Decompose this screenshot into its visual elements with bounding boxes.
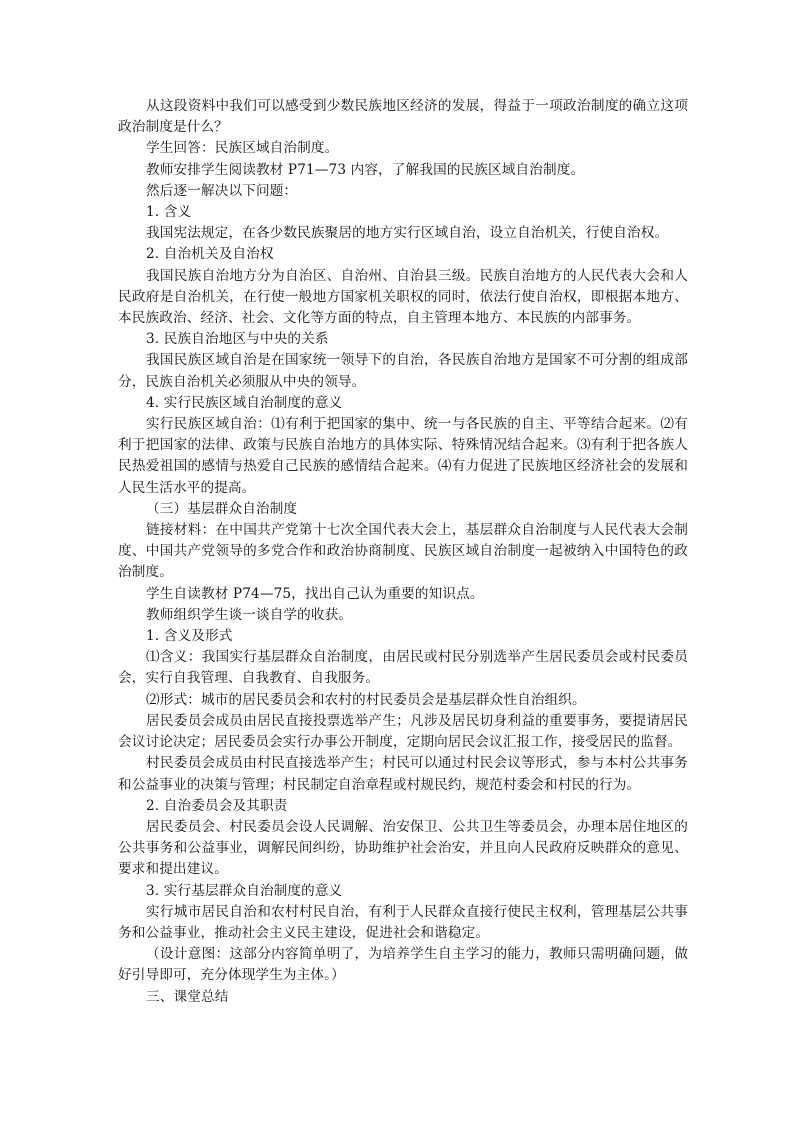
heading-committee-duties: 2. 自治委员会及其职责 [146, 797, 288, 814]
paragraph-design-intent: （设计意图：这部分内容简单明了，为培养学生自主学习的能力，教师只需明确问题，做好引导即可，充分体现学生为主体。） [118, 946, 688, 984]
paragraph-significance: 实行民族区域自治：⑴有利于把国家的集中、统一与各民族的自主、平等结合起来。⑵有利于把国家的法律、政策与民族自治地方的具体实际、特殊情况结合起来。⑶有利于把各族人民热爱祖国的感情与热爱自己民族的感情结合起来。⑷有力促进了民族地区经济社会的发展和人民生活水平的提高。 [118, 416, 688, 496]
paragraph-intro-questions: 然后逐一解决以下问题： [146, 182, 298, 199]
paragraph-committee-duties: 居民委员会、村民委员会设人民调解、治安保卫、公共卫生等委员会，办理本居住地区的公共事务和公益事业，调解民间纠纷，协助维护社会治安，并且向人民政府反映群众的意见、要求和提出建议。 [118, 818, 688, 878]
paragraph-self-reading: 学生自读教材 P74—75，找出自己认为重要的知识点。 [146, 585, 484, 602]
heading-definition: 1. 含义 [146, 204, 192, 221]
paragraph-meaning: ⑴含义：我国实行基层群众自治制度，由居民或村民分别选举产生居民委员会或村民委员会，实行自我管理、自我教育、自我服务。 [118, 649, 688, 687]
paragraph-definition: 我国宪法规定，在各少数民族聚居的地方实行区域自治，设立自治机关，行使自治权。 [146, 225, 669, 242]
heading-central-relation: 3. 民族自治地区与中央的关系 [146, 331, 329, 348]
paragraph-autonomous-organs: 我国民族自治地方分为自治区、自治州、自治县三级。民族自治地方的人民代表大会和人民政府是自治机关，在行使一般地方国家机关职权的同时，依法行使自治权，即根据本地方、本民族政治、经济、社会、文化等方面的特点，自主管理本地方、本民族的内部事务。 [118, 267, 688, 327]
heading-significance: 4. 实行民族区域自治制度的意义 [146, 394, 343, 411]
paragraph-forms: ⑵形式：城市的居民委员会和农村的村民委员会是基层群众性自治组织。 [146, 691, 586, 708]
heading-autonomous-organs: 2. 自治机关及自治权 [146, 246, 274, 263]
paragraph-student-answer: 学生回答：民族区域自治制度。 [146, 140, 339, 157]
paragraph-reading-assignment: 教师安排学生阅读教材 P71—73 内容，了解我国的民族区域自治制度。 [146, 161, 585, 178]
heading-class-summary: 三、课堂总结 [146, 988, 229, 1005]
paragraph-grassroots-significance: 实行城市居民自治和农村村民自治，有利于人民群众直接行使民主权利，管理基层公共事务和公益事业，推动社会主义民主建设，促进社会和谐稳定。 [118, 903, 688, 941]
paragraph-villagers-committee: 村民委员会成员由村民直接选举产生；村民可以通过村民会议等形式，参与本村公共事务和公益事业的决策与管理；村民制定自治章程或村规民约，规范村委会和村民的行为。 [118, 755, 688, 793]
document-body [118, 96, 688, 1008]
heading-grassroots-autonomy: （三）基层群众自治制度 [146, 500, 298, 517]
paragraph-link-material: 链接材料：在中国共产党第十七次全国代表大会上，基层群众自治制度与人民代表大会制度、中国共产党领导的多党合作和政治协商制度、民族区域自治制度一起被纳入中国特色的政治制度。 [118, 522, 688, 581]
paragraph-discussion: 教师组织学生谈一谈自学的收获。 [146, 606, 353, 623]
heading-grassroots-significance: 3. 实行基层群众自治制度的意义 [146, 882, 343, 899]
paragraph-residents-committee: 居民委员会成员由居民直接投票选举产生；凡涉及居民切身利益的重要事务，要提请居民会议讨论决定；居民委员会实行办事公开制度，定期向居民会议汇报工作，接受居民的监督。 [118, 712, 688, 751]
paragraph-question: 从这段资料中我们可以感受到少数民族地区经济的发展，得益于一项政治制度的确立这项政治制度是什么？ [118, 98, 688, 136]
heading-meaning-forms: 1. 含义及形式 [146, 628, 233, 645]
paragraph-central-relation: 我国民族区域自治是在国家统一领导下的自治，各民族自治地方是国家不可分割的组成部分，民族自治机关必须服从中央的领导。 [118, 352, 688, 390]
